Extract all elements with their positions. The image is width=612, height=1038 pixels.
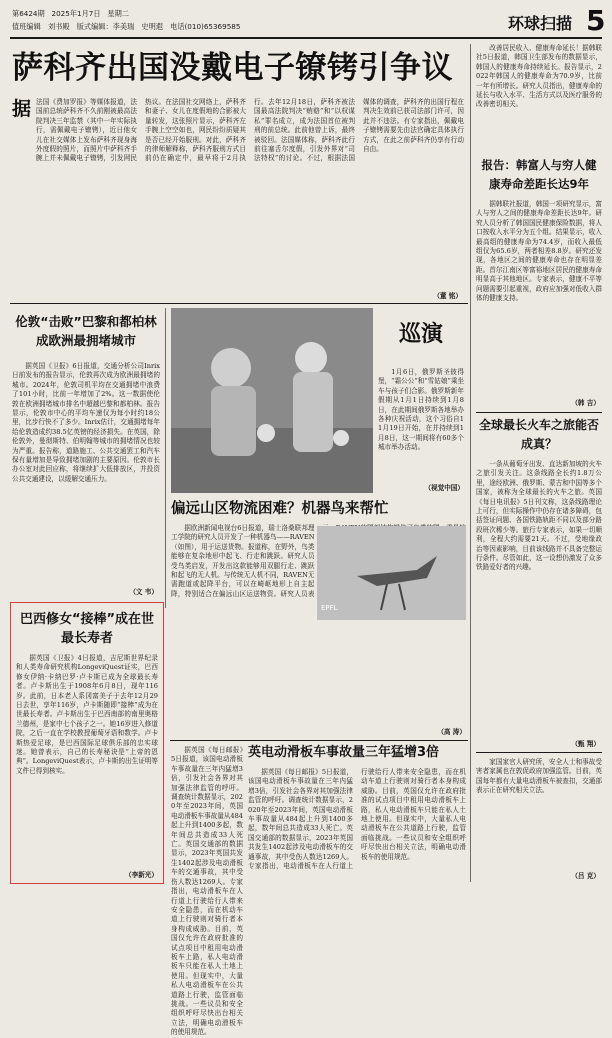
right-intro-body: 改善居民收入、健康寿命延长！据韩联社5日报道，韩国卫生部发布的数据显示，韩国人的健康寿命持续延长。报告显示，2022年韩国人的健康寿命为70.9岁，比前一年有所增长。研究人员指出，健康寿命的延长与收入水平、生活方式以及医疗服务的改善密切相关。 — [476, 44, 602, 109]
section-title: 环球扫描 — [508, 14, 573, 33]
tour-credit: （视觉中国） — [424, 484, 464, 492]
robot-author: （高 涛） — [437, 728, 466, 736]
masthead-editor-line: 值班编辑 刘书殿 版式编辑：李美瑞 史明遐 电话(010)65369585 — [12, 22, 241, 31]
train-body: 一条从葡萄牙出发、直达新加坡的火车之旅引发关注。这条线路全长约1.8万公里，途经欧洲、俄罗斯、蒙古和中国等多个国家，被称为全球最长的火车之旅。英国《每日电讯报》5日刊文称，这条线路理论上可行，但实际操作中仍存在诸多障碍，包括签证问题、各国铁路轨距不同以及部分路段班次稀少等。旅行专家表示，如果一切顺利，全程大约需要21天。不过，受地缘政治等因素影响，目前该线路并不具备完整运行条件。尽管如此，这一设想仍激发了众多铁路爱好者的兴趣。 — [476, 460, 602, 572]
scooter-intro: 据英国《每日邮报》5日报道，该国电动滑板车事故量在三年内猛增3倍，引发社会各界对其加强法律监管的呼吁。调查统计数据显示，2020年至2023年间，英国电动滑板车事故量从484起上升到1400多起，数年间总共造成33人死亡。英国交通部的数据显示，2023年英国共发生1402起涉及电动滑板车的交通事故，其中受伤人数达1269人。专家指出，电动滑板车在人行道上行驶给行人带来安全隐患，而在机动车道上行驶则对骑行者本身构成威胁。目前，英国仅允许在政府批准的试点项目中租用电动滑板车上路，私人电动滑板车只能在私人土地上使用。但现实中，大量私人电动滑板车在公共道路上行驶，监管面临挑战。一些议员和安全组织呼吁尽快出台相关立法，明确电动滑板车的使用规范。 — [171, 746, 243, 1037]
masthead-rule — [10, 37, 602, 39]
issue-date: 2025年1月7日 — [51, 9, 101, 18]
scooter-headline: 英电动滑板车事故量三年猛增3倍 — [248, 745, 440, 760]
bottom-right-rule — [476, 752, 602, 753]
train-author: （甄 翔） — [571, 740, 600, 748]
korea-body: 据韩联社报道，韩国一项研究显示，富人与穷人之间的健康寿命差距长达9年。研究人员分析了韩国国民健康保险数据，将人口按收入水平分为五个组。结果显示，收入最高组的健康寿命为74.4岁，而收入最低组仅为65.6岁，两者相差8.8岁。研究还发现，各地区之间的健康寿命也存在明显差距。首尔江南区等富裕地区居民的健康寿命明显高于其他地区。专家表示，健康不平等问题需要引起重视，政府应加强对低收入群体的健康支持。 — [476, 200, 602, 303]
lead-body: 法国《费加罗报》等媒体报道，法国前总统萨科齐不久前刚被最高法院判决三年监禁（其中一年实际执行，需佩戴电子镣铐），近日他女儿在社交媒体上发布萨科齐现身海外度假的照片，而照片中萨科齐手腕上并未佩戴电子镣铐，引发网民热议。在法国社交网络上，萨科齐和妻子、女儿在度假地的合影被大量转发，这张照片显示，萨科齐左手腕上空空如也，网民纷纷质疑其是否已经开始服刑。对此，萨科齐的律师解释称，萨科齐服刑方式目前仍在确定中，最早将于2月执行。去年12月18日，萨科齐被法国最高法院判决“贿赂”和“以权谋私”罪名成立，成为法国首位被判刑的前总统。此前他曾上诉，最终被驳回。法国媒体称，萨科齐此行前往塞舌尔度假，引发外界对“司法特权”的讨论。不过，根据法国媒体的调查，萨科齐的出国行程在判决生效前已获司法部门许可，因此并不违法。有专家指出，佩戴电子镣铐需要先由法官确定具体执行方式，在此之前萨科齐仍享有行动自由。 — [36, 98, 464, 163]
tour-headline: 巡演 — [398, 322, 443, 347]
lead-headline: 萨科齐出国没戴电子镣铐引争议 — [12, 50, 453, 86]
train-top-rule — [476, 412, 602, 413]
robot-headline: 偏远山区物流困难？机器鸟来帮忙 — [171, 501, 389, 517]
korea-headline: 报告：韩富人与穷人健康寿命差距长达9年 — [481, 158, 597, 191]
lead-bottom-rule — [10, 303, 468, 304]
column-divider — [470, 44, 471, 882]
bottom-right-body: 家国家官人研究所，安全人士和事故受害者家属也在敦促政府加强监管。目前，英国每年都有大量电动滑板车被查扣，交通部表示正在研究相关立法。 — [476, 758, 602, 795]
nun-body: 据英国《卫报》4日报道，吉尼斯世界纪录和人类寿命研究机构LongeviQuest证实，巴西修女伊纳·卡纳巴罗·卢卡斯已成为全球最长寿者。卢卡斯出生于1908年6月8日，现年116岁。此前，日本老人系冈富美子于去年12月29日去世，享年116岁，卢卡斯随即“接棒”成为在世最长寿者。卢卡斯出生于巴西南部的南里奥格兰德州，是家中七个孩子之一。她16岁进入修道院，之后一直在学校教授葡萄牙语和数学。卢卡斯热爱足球，是巴西国际足球俱乐部的忠实球迷。她曾表示，自己的长寿秘诀是“上帝的恩典”。LongeviQuest表示，卢卡斯的出生证明等文件已得到核实。 — [16, 654, 158, 775]
london-body: 据英国《卫报》6日报道，交通分析公司Inrix日前发布的报告显示，伦敦再次成为欧洲最拥堵的城市。2024年，伦敦司机平均在交通拥堵中浪费了101小时，比前一年增加了2%。这一数据使伦敦在欧洲拥堵城市排名中超越巴黎和都柏林。报告显示，伦敦市中心的平均车速仅为每小时约18公里，比步行快不了多少。Inrix估计，交通拥堵每年给伦敦造成约38.5亿英镑的经济损失。在英国，除伦敦外，曼彻斯特、伯明翰等城市的拥堵情况也较为严重。报告称，道路施工、公共交通罢工和汽车保有量增加是导致拥堵加剧的主要原因。伦敦市长办公室对此回应称，将继续扩大低排放区，并投资公共交通建设，以缓解交通压力。 — [12, 362, 160, 483]
masthead-issue-line — [12, 8, 392, 20]
scooter-top-rule — [170, 740, 468, 741]
lead-author: （董 铭） — [433, 292, 462, 300]
scooter-body: 据英国《每日邮报》5日报道，该国电动滑板车事故量在三年内猛增3倍，引发社会各界对其加强法律监管的呼吁。调查统计数据显示，2020年至2023年间，英国电动滑板车事故量从484起上升到1400多起，数年间总共造成33人死亡。英国交通部的数据显示，2023年英国共发生1402起涉及电动滑板车的交通事故，其中受伤人数达1269人。专家指出，电动滑板车在人行道上行驶给行人带来安全隐患，而在机动车道上行驶则对骑行者本身构成威胁。目前，英国仅允许在政府批准的试点项目中租用电动滑板车上路，私人电动滑板车只能在私人土地上使用。但现实中，大量私人电动滑板车在公共道路上行驶，监管面临挑战。一些议员和安全组织呼吁尽快出台相关立法，明确电动滑板车的使用规范。 — [248, 768, 466, 871]
nun-author: （李新光） — [125, 871, 158, 879]
korea-author: （韩 吉） — [571, 399, 600, 407]
robot-photo-label: EPFL — [321, 604, 338, 612]
santa-photo — [171, 308, 373, 493]
robot-photo — [317, 526, 466, 620]
lead-drop-cap: 据 — [12, 98, 32, 120]
page-number: 5 — [586, 4, 606, 37]
tour-caption: 1月6日，俄罗斯圣彼得堡，“霜公公”和“雪姑娘”乘坐车与孩子们合影。俄罗斯新年假期从1月1日持续到1月8日，在此期间俄罗斯各地举办各种庆祝活动，这个习俗自11月19日开始，在并持续到1月8日，这一期间将有60多个城市举办活动。 — [378, 368, 465, 452]
london-headline: 伦敦“击败”巴黎和都柏林成欧洲最拥堵城市 — [15, 314, 157, 348]
issue-weekday: 星期二 — [107, 9, 129, 18]
robot-body: 据欧洲新闻电视台6日报道，瑞士洛桑联邦理工学院的研究人员开发了一种机器鸟——RAVEN（如图），用于运送货物。报道称，在野外，鸟类能够在复杂地形中起飞、行走和跳跃。研究人员受鸟类启发，开发出这款能够用双腿行走、跳跃和起飞的无人机。与传统无人机不同，RAVEN无需跑道或起降平台，可以在崎岖地形上自主起降，特别适合在偏远山区运送物资。研究人员表 — [171, 524, 315, 598]
issue-number: 第6424期 — [12, 9, 45, 18]
bottom-right-author: （吕 克） — [571, 872, 600, 880]
left-col-divider — [165, 308, 166, 608]
santa-photo-art — [171, 308, 373, 493]
train-headline: 全球最长火车之旅能否成真？ — [478, 418, 599, 451]
nun-headline: 巴西修女“接棒”成在世最长寿者 — [19, 612, 155, 646]
london-author: （文 韦） — [129, 588, 158, 596]
